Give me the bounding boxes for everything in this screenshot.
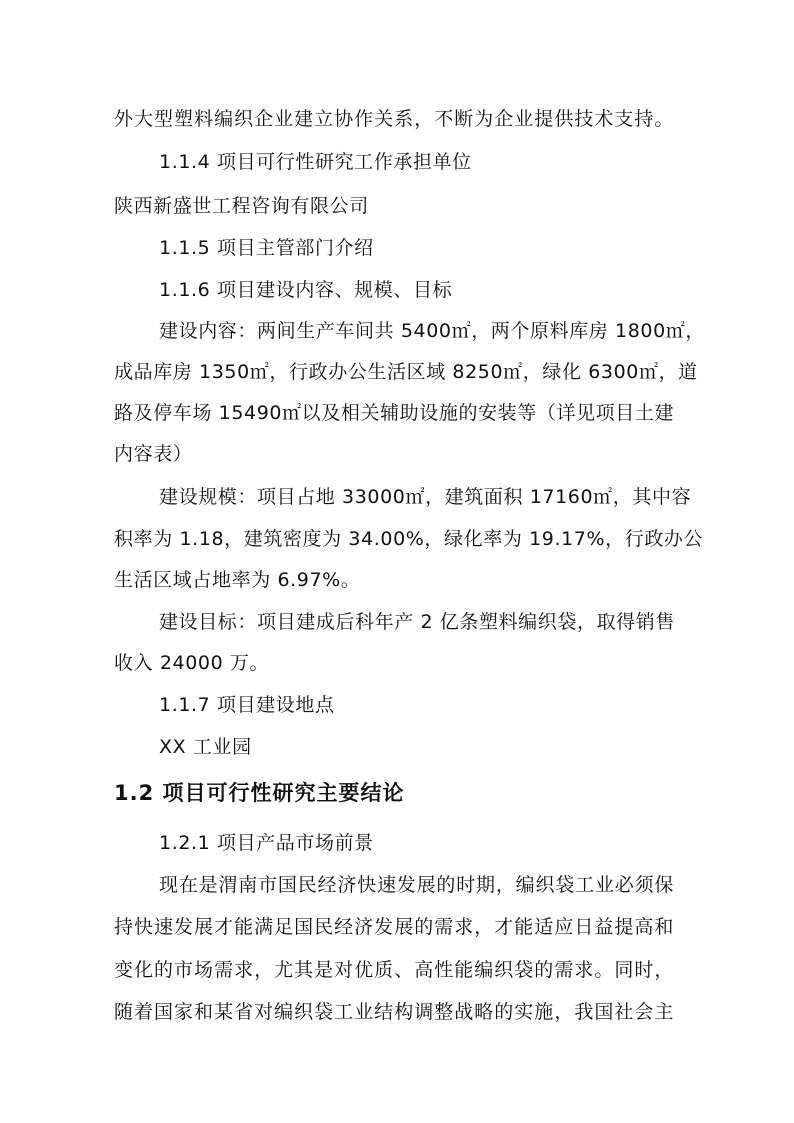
- paragraph-line: 外大型塑料编织企业建立协作关系，不断为企业提供技术支持。: [114, 108, 674, 130]
- paragraph-line: 变化的市场需求，尤其是对优质、高性能编织袋的需求。同时，: [114, 959, 674, 981]
- paragraph-line: 内容表）: [114, 443, 193, 465]
- section-heading-1-1-6: 1.1.6 项目建设内容、规模、目标: [159, 279, 453, 301]
- paragraph-line: 现在是渭南市国民经济快速发展的时期，编织袋工业必须保: [159, 874, 674, 896]
- paragraph-line: 建设规模：项目占地 33000㎡，建筑面积 17160㎡，其中容: [159, 486, 692, 508]
- paragraph-line: 成品库房 1350㎡，行政办公生活区域 8250㎡，绿化 6300㎡，道: [114, 361, 698, 383]
- paragraph-line: 积率为 1.18，建筑密度为 34.00%，绿化率为 19.17%，行政办公: [114, 528, 704, 550]
- section-heading-1-2: 1.2 项目可行性研究主要结论: [114, 781, 405, 805]
- paragraph-line: 路及停车场 15490㎡以及相关辅助设施的安装等（详见项目土建: [114, 402, 675, 424]
- paragraph-line: 生活区域占地率为 6.97%。: [114, 569, 361, 591]
- section-heading-1-2-1: 1.2.1 项目产品市场前景: [159, 832, 374, 854]
- paragraph-line: 建设目标：项目建成后科年产 2 亿条塑料编织袋，取得销售: [159, 611, 675, 633]
- paragraph-line: 建设内容：两间生产车间共 5400㎡，两个原料库房 1800㎡，: [159, 320, 705, 342]
- paragraph-line: 持快速发展才能满足国民经济发展的需求，才能适应日益提高和: [114, 916, 674, 938]
- paragraph-line: 随着国家和某省对编织袋工业结构调整战略的实施，我国社会主: [114, 1001, 674, 1023]
- paragraph-line: 收入 24000 万。: [114, 652, 270, 674]
- section-heading-1-1-4: 1.1.4 项目可行性研究工作承担单位: [159, 151, 472, 173]
- section-heading-1-1-5: 1.1.5 项目主管部门介绍: [159, 237, 374, 259]
- paragraph-line: 陕西新盛世工程咨询有限公司: [114, 195, 369, 217]
- section-heading-1-1-7: 1.1.7 项目建设地点: [159, 694, 335, 716]
- paragraph-line: XX 工业园: [159, 736, 252, 758]
